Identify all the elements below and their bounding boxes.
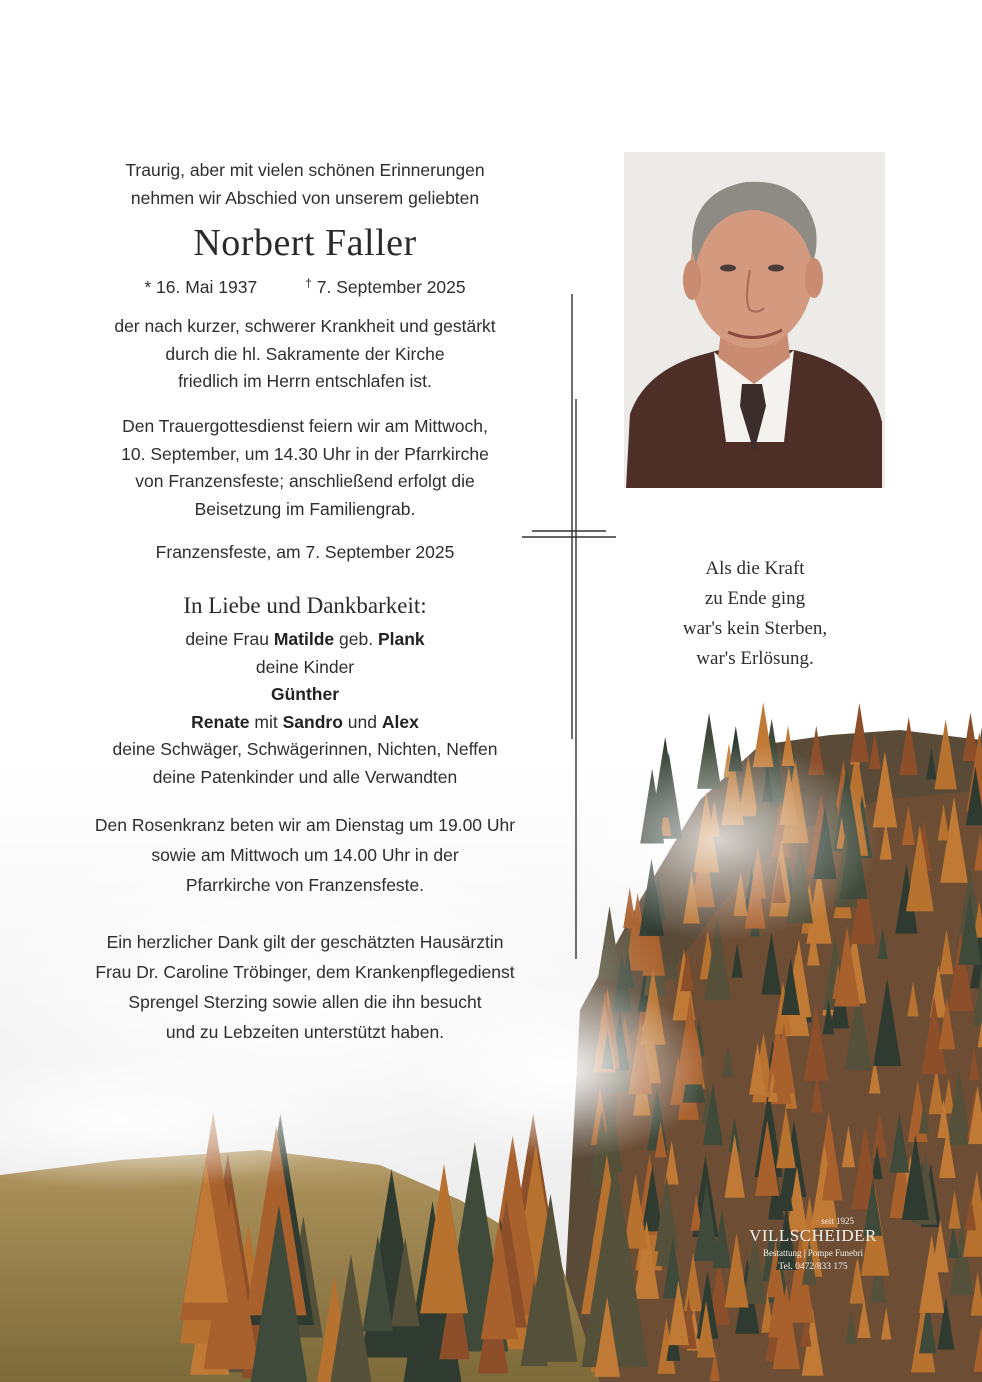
wife-prefix: deine Frau [185, 629, 269, 649]
intro-line: Traurig, aber mit vielen schönen Erinnerungen [125, 160, 485, 180]
text-line: Den Rosenkranz beten wir am Dienstag um 19.00 Uhr [94, 815, 516, 835]
funeral-home-logo [738, 1216, 888, 1272]
rosary-text [60, 810, 550, 900]
grandchild-name: Sandro [282, 711, 343, 732]
portrait-photo [624, 152, 885, 488]
logo-subtitle: Bestattung | Pompe Funebri [762, 1248, 864, 1258]
passing-text [60, 313, 550, 396]
child-line [60, 681, 550, 709]
child-name: Renate [191, 711, 250, 732]
text-line: Pfarrkirche von Franzensfeste. [185, 875, 425, 895]
logo-since: seit 1925 [821, 1216, 854, 1226]
text-line: Sprengel Sterzing sowie allen die ihn besucht [128, 992, 482, 1012]
death-cross-icon: † [305, 276, 312, 290]
grandchild-name: Alex [381, 711, 419, 732]
text-line: der nach kurzer, schwerer Krankheit und gestärkt [114, 316, 496, 336]
wife-maiden-name: Plank [377, 629, 425, 649]
verse-line: zu Ende ging [704, 588, 806, 609]
deceased-name: Norbert Faller [193, 222, 417, 264]
memorial-verse [640, 554, 870, 674]
text-line: von Franzensfeste; anschließend erfolgt die [135, 471, 475, 491]
text-line: sowie am Mittwoch um 14.00 Uhr in der [151, 845, 459, 865]
place-date: Franzensfeste, am 7. September 2025 [155, 542, 455, 562]
intro-text [60, 157, 550, 212]
death-date: 7. September 2025 [316, 277, 466, 297]
connector-text: mit [254, 711, 278, 732]
text-line: Den Trauergottesdienst feiern wir am Mittwoch, [122, 416, 488, 436]
death-date-group [305, 270, 465, 302]
connector-text: und [347, 711, 377, 732]
wife-mid: geb. [339, 629, 374, 649]
relatives-line: deine Patenkinder und alle Verwandten [152, 766, 458, 787]
wife-name: Matilde [273, 629, 335, 649]
logo-brand: VILLSCHEIDER [749, 1226, 877, 1245]
birth-date: * 16. Mai 1937 [144, 277, 258, 297]
child-name: Günther [270, 684, 340, 704]
funeral-service-text [60, 413, 550, 523]
verse-line: war's Erlösung. [696, 648, 814, 669]
verse-line: Als die Kraft [705, 558, 805, 579]
text-line: Beisetzung im Familiengrab. [194, 498, 416, 519]
child-line [60, 709, 550, 737]
text-line: 10. September, um 14.30 Uhr in der Pfarrkirche [121, 443, 489, 464]
wife-line [60, 626, 550, 654]
dedication-heading: In Liebe und Dankbarkeit: [183, 593, 427, 618]
text-line: durch die hl. Sakramente der Kirche [165, 343, 445, 364]
life-dates [60, 270, 550, 302]
text-line: Ein herzlicher Dank gilt der geschätzten Hausärztin [106, 932, 504, 952]
text-line: friedlich im Herrn entschlafen ist. [178, 371, 432, 391]
relatives-line: deine Schwäger, Schwägerinnen, Nichten, Neffen [112, 739, 498, 759]
family-list [60, 626, 550, 791]
verse-line: war's kein Sterben, [682, 618, 828, 639]
logo-phone: Tel. 0472/833 175 [778, 1262, 848, 1272]
thanks-text [60, 927, 550, 1047]
text-line: Frau Dr. Caroline Tröbinger, dem Krankenpflegedienst [95, 962, 515, 982]
children-label: deine Kinder [255, 656, 355, 677]
intro-line: nehmen wir Abschied von unserem geliebten [130, 187, 480, 208]
text-line: und zu Lebzeiten unterstützt haben. [165, 1022, 445, 1042]
